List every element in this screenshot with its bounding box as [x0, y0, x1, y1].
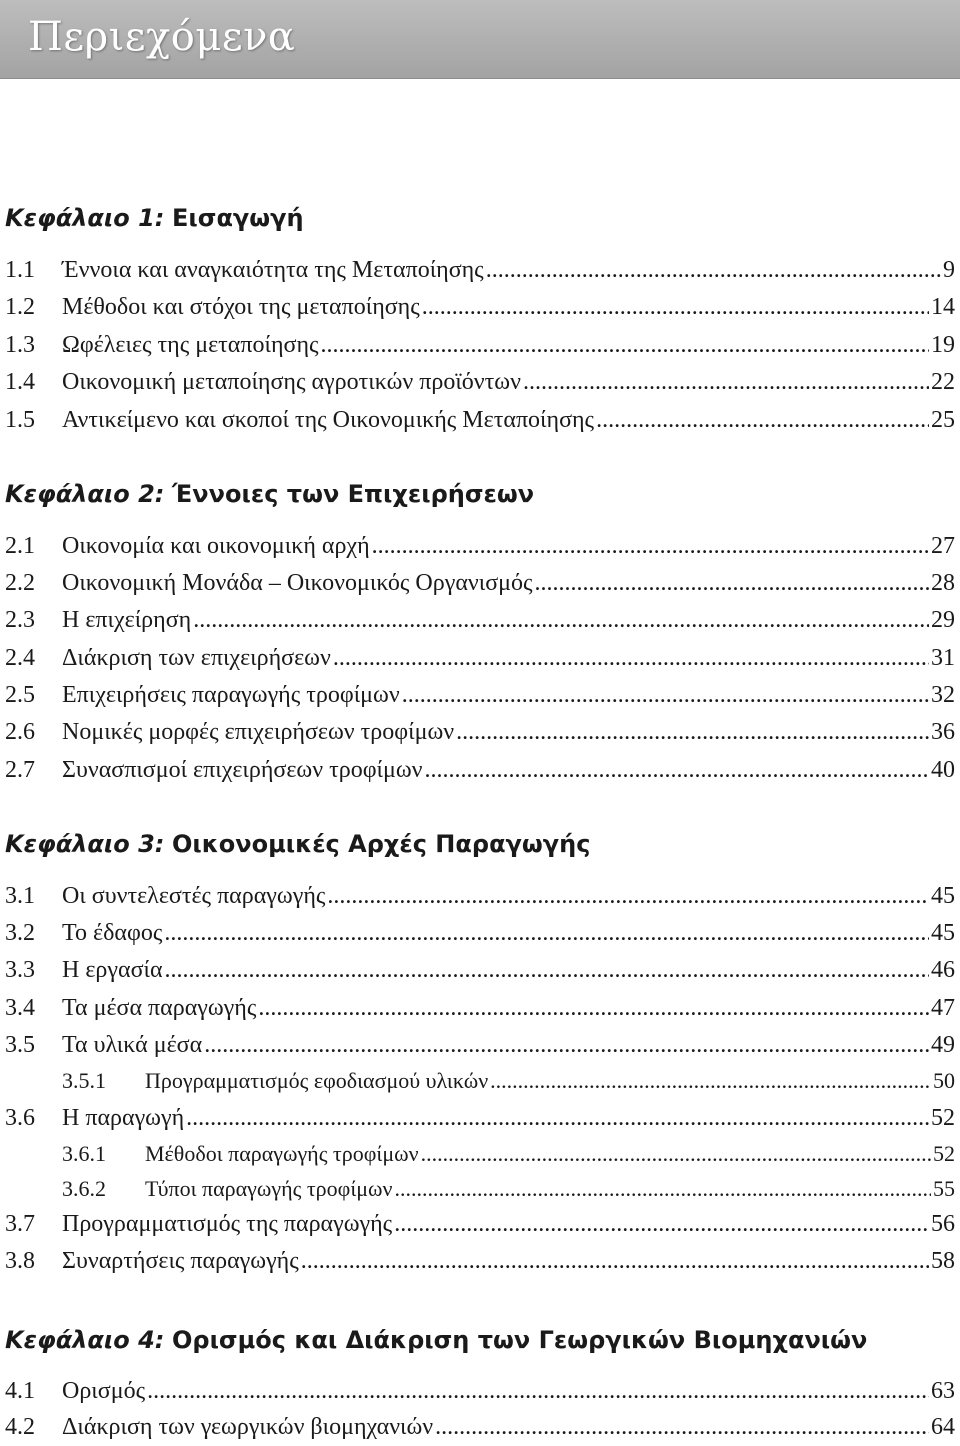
entry-number: 2.4 [5, 645, 35, 671]
page-number: 64 [931, 1414, 955, 1440]
page-number: 29 [931, 607, 955, 633]
page-number: 47 [931, 995, 955, 1021]
entry-number: 4.1 [5, 1378, 35, 1404]
entry-number: 2.5 [5, 682, 35, 708]
entry-title: Διάκριση των επιχειρήσεων [62, 645, 331, 671]
toc-subentry[interactable] [62, 1174, 955, 1204]
dot-leader [523, 366, 929, 398]
chapter-label: Κεφάλαιο 3: [5, 830, 165, 858]
toc-entry[interactable] [5, 754, 955, 786]
entry-number: 3.5.1 [62, 1068, 106, 1093]
entry-title: Διάκριση των γεωργικών βιομηχανιών [62, 1414, 434, 1440]
dot-leader [321, 329, 930, 361]
entry-title: Οι συντελεστές παραγωγής [62, 883, 326, 909]
toc-entry[interactable] [5, 880, 955, 912]
dot-leader [456, 716, 929, 748]
entry-title: Οικονομία και οικονομική αρχή [62, 533, 370, 559]
entry-title: Αντικείμενο και σκοποί της Οικονομικής Μεταποίησης [62, 407, 595, 433]
dot-leader [402, 679, 929, 711]
entry-number: 1.1 [5, 257, 35, 283]
entry-title: Οικονομική Μονάδα – Οικονομικός Οργανισμός [62, 570, 533, 596]
dot-leader [301, 1245, 929, 1277]
entry-title: Νομικές μορφές επιχειρήσεων τροφίμων [62, 719, 455, 745]
chapter-label: Κεφάλαιο 1: [5, 204, 165, 232]
entry-number: 1.4 [5, 369, 35, 395]
toc-entry[interactable] [5, 1102, 955, 1134]
toc-entry[interactable] [5, 954, 955, 986]
entry-number: 3.4 [5, 995, 35, 1021]
page-number: 27 [931, 533, 955, 559]
toc-entry[interactable] [5, 1029, 955, 1061]
dot-leader [486, 254, 941, 286]
entry-title: Η εργασία [62, 957, 163, 983]
chapter-heading [5, 828, 960, 860]
page-number: 28 [931, 570, 955, 596]
page-number: 50 [933, 1068, 955, 1093]
toc-entry[interactable] [5, 917, 955, 949]
entry-title: Η επιχείρηση [62, 607, 192, 633]
entry-number: 2.2 [5, 570, 35, 596]
chapter-label: Κεφάλαιο 4: [5, 1326, 165, 1354]
entry-number: 4.2 [5, 1414, 35, 1440]
page-number: 25 [931, 407, 955, 433]
entry-title: Μέθοδοι και στόχοι της μεταποίησης [62, 294, 420, 320]
dot-leader [425, 754, 929, 786]
entry-number: 3.6.2 [62, 1176, 106, 1201]
toc-entry[interactable] [5, 1375, 955, 1407]
entry-title: Προγραμματισμός της παραγωγής [62, 1211, 393, 1237]
entry-title: Μέθοδοι παραγωγής τροφίμων [145, 1141, 419, 1166]
page-number: 40 [931, 757, 955, 783]
page-number: 52 [933, 1141, 955, 1166]
dot-leader [421, 1139, 931, 1169]
chapter-heading [5, 478, 960, 510]
dot-leader [204, 1029, 929, 1061]
page-number: 22 [931, 369, 955, 395]
dot-leader [193, 604, 929, 636]
entry-title: Συναρτήσεις παραγωγής [62, 1248, 299, 1274]
toc-entry[interactable] [5, 1245, 955, 1277]
toc-entry[interactable] [5, 254, 955, 286]
chapter-title: Ορισμός και Διάκριση των Γεωργικών Βιομηχανιών [172, 1326, 868, 1354]
entry-number: 3.8 [5, 1248, 35, 1274]
dot-leader [490, 1066, 931, 1096]
dot-leader [164, 917, 929, 949]
page-number: 46 [931, 957, 955, 983]
page-number: 9 [943, 257, 955, 283]
entry-number: 3.1 [5, 883, 35, 909]
entry-title: Συνασπισμοί επιχειρήσεων τροφίμων [62, 757, 423, 783]
page-number: 45 [931, 883, 955, 909]
entry-title: Η παραγωγή [62, 1105, 185, 1131]
page-number: 19 [931, 332, 955, 358]
entry-number: 2.7 [5, 757, 35, 783]
header-bar [0, 0, 960, 79]
entry-number: 2.6 [5, 719, 35, 745]
dot-leader [422, 291, 929, 323]
page-number: 49 [931, 1032, 955, 1058]
toc-entry[interactable] [5, 604, 955, 636]
dot-leader [327, 880, 929, 912]
chapter-heading [5, 1324, 960, 1356]
dot-leader [186, 1102, 929, 1134]
toc-entry[interactable] [5, 567, 955, 599]
entry-title: Τα μέσα παραγωγής [62, 995, 257, 1021]
page-number: 14 [931, 294, 955, 320]
dot-leader [372, 530, 929, 562]
entry-title: Ορισμός [62, 1378, 146, 1404]
toc-entry[interactable] [5, 716, 955, 748]
page-title: Περιεχόμενα [28, 14, 296, 60]
entry-number: 2.1 [5, 533, 35, 559]
page-number: 55 [933, 1176, 955, 1201]
chapter-title: Έννοιες των Επιχειρήσεων [172, 480, 535, 508]
entry-number: 3.5 [5, 1032, 35, 1058]
dot-leader [394, 1208, 929, 1240]
toc-entry[interactable] [5, 366, 955, 398]
toc-entry[interactable] [5, 992, 955, 1024]
dot-leader [596, 404, 929, 436]
toc-entry[interactable] [5, 642, 955, 674]
chapter-heading [5, 202, 960, 234]
toc-entry[interactable] [5, 1411, 955, 1443]
chapter-title: Εισαγωγή [172, 204, 304, 232]
page-number: 56 [931, 1211, 955, 1237]
dot-leader [147, 1375, 929, 1407]
page-number: 32 [931, 682, 955, 708]
dot-leader [435, 1411, 929, 1443]
entry-title: Προγραμματισμός εφοδιασμού υλικών [145, 1068, 489, 1093]
page-number: 36 [931, 719, 955, 745]
page-number: 52 [931, 1105, 955, 1131]
entry-title: Τα υλικά μέσα [62, 1032, 203, 1058]
toc-entry[interactable] [5, 679, 955, 711]
toc-entry[interactable] [5, 291, 955, 323]
entry-number: 3.3 [5, 957, 35, 983]
page-number: 31 [931, 645, 955, 671]
dot-leader [258, 992, 929, 1024]
entry-number: 3.6.1 [62, 1141, 106, 1166]
toc-entry[interactable] [5, 530, 955, 562]
entry-number: 3.7 [5, 1211, 35, 1237]
dot-leader [333, 642, 929, 674]
toc-subentry[interactable] [62, 1066, 955, 1096]
page-number: 63 [931, 1378, 955, 1404]
entry-number: 3.6 [5, 1105, 35, 1131]
page-number: 58 [931, 1248, 955, 1274]
dot-leader [394, 1174, 931, 1204]
entry-title: Έννοια και αναγκαιότητα της Μεταποίησης [62, 257, 484, 283]
toc-entry[interactable] [5, 1208, 955, 1240]
entry-title: Το έδαφος [62, 920, 163, 946]
chapter-title: Οικονομικές Αρχές Παραγωγής [172, 830, 591, 858]
dot-leader [535, 567, 929, 599]
entry-number: 1.2 [5, 294, 35, 320]
page-number: 45 [931, 920, 955, 946]
entry-number: 3.2 [5, 920, 35, 946]
entry-title: Οικονομική μεταποίησης αγροτικών προϊόντων [62, 369, 521, 395]
chapter-label: Κεφάλαιο 2: [5, 480, 165, 508]
entry-title: Τύποι παραγωγής τροφίμων [145, 1176, 393, 1201]
entry-number: 2.3 [5, 607, 35, 633]
entry-title: Επιχειρήσεις παραγωγής τροφίμων [62, 682, 400, 708]
entry-title: Ωφέλειες της μεταποίησης [62, 332, 319, 358]
toc-subentry[interactable] [62, 1139, 955, 1169]
toc-entry[interactable] [5, 329, 955, 361]
entry-number: 1.3 [5, 332, 35, 358]
dot-leader [165, 954, 929, 986]
toc-entry[interactable] [5, 404, 955, 436]
entry-number: 1.5 [5, 407, 35, 433]
